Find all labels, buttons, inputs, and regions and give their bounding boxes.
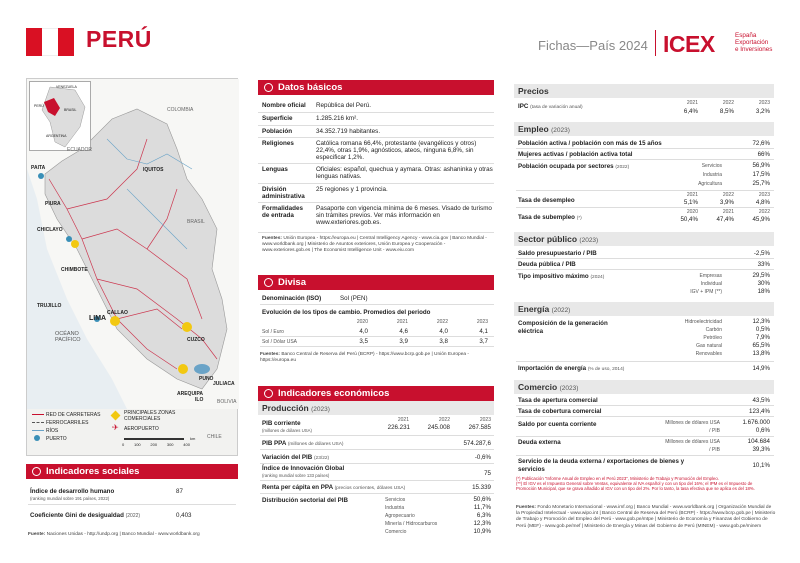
comp-value: 13,8% bbox=[752, 350, 770, 357]
basicos-key: Religiones bbox=[262, 140, 294, 147]
basicos-key: Nombre oficial bbox=[262, 102, 306, 109]
person-icon bbox=[32, 467, 41, 476]
basicos-key: Superficie bbox=[262, 115, 293, 122]
dist-value: 11,7% bbox=[473, 504, 491, 511]
apertura-label: Tasa de apertura comercial bbox=[518, 397, 598, 404]
basicos-value: 34.352.719 habitantes. bbox=[316, 128, 381, 135]
basicos-value: Pasaporte con vigencia mínima de 6 meses. Visado de turismo sin trámites previos. Ver más información en www.exteriores.gob.es. bbox=[316, 205, 492, 226]
city-iquitos: IQUITOS bbox=[143, 167, 164, 173]
dist-value: 50,6% bbox=[473, 496, 491, 503]
footnotes bbox=[516, 476, 774, 491]
dist-key: Industria bbox=[385, 505, 405, 511]
renta-value: 15.339 bbox=[472, 484, 491, 491]
subemp-year: 2020 bbox=[686, 209, 698, 215]
series-title: Fichas—País 2024 bbox=[538, 38, 648, 53]
comp-value: 0,5% bbox=[755, 326, 770, 333]
imp-value: 18% bbox=[757, 288, 770, 295]
precios-year: 2023 bbox=[758, 100, 770, 106]
precios-subhead: Precios bbox=[514, 84, 774, 98]
var-value: -0,6% bbox=[474, 454, 491, 461]
saldo-presup-value: -2,5% bbox=[753, 250, 770, 257]
map-label-bolivia: BOLIVIA bbox=[217, 399, 237, 405]
dist-value: 12,3% bbox=[473, 520, 491, 527]
pib-value: 245.008 bbox=[427, 424, 450, 431]
desempleo-value: 4,8% bbox=[755, 199, 770, 206]
deuda-externa-label: Deuda externa bbox=[518, 439, 561, 446]
deuda-publica-value: 33% bbox=[757, 261, 770, 268]
divider bbox=[260, 463, 494, 464]
basicos-key: División administrativa bbox=[262, 186, 305, 200]
pib-value: 267.585 bbox=[468, 424, 491, 431]
search-icon bbox=[264, 83, 273, 92]
idh-label: Índice de desarrollo humano bbox=[30, 488, 115, 495]
scale-bar bbox=[124, 438, 184, 440]
servicio-deuda-label: Servicio de la deuda externa / exportaciones de bienes y servicios bbox=[518, 458, 685, 473]
legend-zones: PRINCIPALES ZONAS COMERCIALES bbox=[124, 410, 176, 422]
ipc-label: IPC (tasa de variación anual) bbox=[518, 103, 583, 110]
cobertura-value: 123,4% bbox=[749, 408, 770, 415]
legend-port: PUERTO bbox=[46, 436, 67, 442]
legend-roads: RED DE CARRETERAS bbox=[46, 412, 101, 418]
generacion-label: Composición de la generación eléctrica bbox=[518, 320, 608, 335]
imp-key: IGV + IPM (**) bbox=[690, 289, 722, 295]
servicio-deuda-value: 10,1% bbox=[752, 462, 770, 469]
divisa-value: 4,6 bbox=[399, 328, 408, 335]
inset-map bbox=[29, 81, 91, 151]
subempleo-value: 50,4% bbox=[680, 216, 698, 223]
deuda-publica-label: Deuda pública / PIB bbox=[518, 261, 576, 268]
divisa-year: 2021 bbox=[396, 319, 408, 325]
pib-value: 226.231 bbox=[387, 424, 410, 431]
units-label: / PIB bbox=[709, 447, 720, 453]
desempleo-value: 5,1% bbox=[683, 199, 698, 206]
inset-label-venezuela: VENEZUELA bbox=[56, 85, 77, 89]
city-cuzco: CUZCO bbox=[187, 337, 205, 343]
divider bbox=[260, 480, 494, 481]
divider bbox=[260, 449, 494, 450]
basicos-source: Fuentes: Unión Europea - https://europa.eu | Central Intelligency Agency - www.cia.gov | Banco Mundial - www.worldbank.org | Ministerio de Asuntos exteriores, Unión Europea y Cooperación - www.exteriores.gob.es | The Economist Intelligence Unit - www.eiu.com bbox=[262, 236, 487, 253]
activa-label: Población activa / población con más de 15 años bbox=[518, 140, 662, 147]
subemp-year: 2022 bbox=[758, 209, 770, 215]
dist-value: 6,3% bbox=[476, 512, 491, 519]
page-title: PERÚ bbox=[86, 26, 152, 52]
ocup-key: Industria bbox=[702, 172, 722, 178]
cobertura-label: Tasa de cobertura comercial bbox=[518, 408, 602, 415]
desempleo-value: 3,9% bbox=[719, 199, 734, 206]
gini-value: 0,403 bbox=[176, 512, 192, 519]
denom-label: Denominación (ISO) bbox=[262, 295, 322, 302]
pib-label: PIB corriente bbox=[262, 420, 301, 427]
divider bbox=[516, 405, 774, 406]
divisa-year: 2022 bbox=[436, 319, 448, 325]
social-source: Fuente: Naciones Unidas - http://undp.org | Banco Mundial - www.worldbank.org bbox=[28, 532, 200, 537]
imp-value: 29,5% bbox=[752, 272, 770, 279]
ipc-value: 3,2% bbox=[755, 108, 770, 115]
city-chiclayo: CHICLAYO bbox=[37, 227, 63, 233]
cuenta-corriente-value: 1.676.000 bbox=[742, 419, 770, 426]
comp-key: Petróleo bbox=[703, 335, 722, 341]
denom-value: Sol (PEN) bbox=[340, 295, 368, 302]
basicos-header: Datos básicos bbox=[258, 80, 494, 95]
ocup-value: 25,7% bbox=[752, 180, 770, 187]
divisa-header: Divisa bbox=[258, 275, 494, 290]
basicos-value: 25 regiones y 1 provincia. bbox=[316, 186, 388, 193]
divider bbox=[260, 435, 494, 436]
divisa-value: 3,5 bbox=[359, 338, 368, 345]
produccion-subhead: Producción (2023) bbox=[258, 401, 494, 415]
inset-label-brasil: BRASIL bbox=[64, 108, 77, 112]
imp-key: Empresas bbox=[699, 273, 722, 279]
city-paita: PAITA bbox=[31, 165, 46, 171]
comp-key: Gas natural bbox=[696, 343, 722, 349]
apertura-value: 43,5% bbox=[752, 397, 770, 404]
airplane-icon: ✈ bbox=[112, 423, 119, 432]
impositivo-label: Tipo impositivo máximo (2024) bbox=[518, 273, 605, 280]
renta-label: Renta per cápita en PPA (precios corrientes, dólares USA) bbox=[262, 484, 406, 491]
comp-value: 7,9% bbox=[755, 334, 770, 341]
ocup-value: 17,5% bbox=[752, 171, 770, 178]
divisa-key: Sol / Dólar USA bbox=[262, 339, 298, 345]
precios-year: 2022 bbox=[722, 100, 734, 106]
dist-key: Minería / Hidrocarburos bbox=[385, 521, 438, 527]
icex-logo: ICEX bbox=[663, 31, 715, 57]
energia-subhead: Energía (2022) bbox=[514, 302, 774, 316]
scale-ticks: 0 100 200 300 400 bbox=[122, 442, 190, 447]
city-ilo: ILO bbox=[195, 397, 204, 403]
divider bbox=[516, 416, 774, 417]
port-icon bbox=[34, 435, 40, 441]
ipc-value: 8,5% bbox=[719, 108, 734, 115]
city-callao: CALLAO bbox=[107, 310, 128, 316]
divider bbox=[516, 159, 774, 160]
import-energia-value: 14,9% bbox=[752, 365, 770, 372]
desemp-year: 2022 bbox=[722, 192, 734, 198]
divisa-value: 3,8 bbox=[439, 338, 448, 345]
evol-label: Evolución de los tipos de cambio. Promedios del periodo bbox=[262, 309, 431, 316]
legend-rail: FERROCARRILES bbox=[46, 420, 89, 426]
pib-note: (millones de dólares USA) bbox=[262, 428, 312, 433]
idh-note: (ranking mundial sobre 191 países, 2022) bbox=[30, 496, 110, 501]
eco-header: Indicadores económicos bbox=[258, 386, 494, 401]
divisa-value: 3,7 bbox=[479, 338, 488, 345]
mujeres-label: Mujeres activas / población activa total bbox=[518, 151, 633, 158]
city-chimbote: CHIMBOTE bbox=[61, 267, 88, 273]
divisa-source: Fuentes: Banco Central de Reserva del Perú (BCRP) - https://www.bcrp.gob.pe | Unión Europea - https://europa.eu bbox=[260, 352, 469, 363]
desemp-year: 2021 bbox=[686, 192, 698, 198]
subemp-year: 2021 bbox=[722, 209, 734, 215]
ocup-value: 56,9% bbox=[752, 162, 770, 169]
divider bbox=[516, 207, 774, 208]
scale-unit: km bbox=[190, 436, 196, 441]
basicos-value: República del Perú. bbox=[316, 102, 371, 109]
peru-flag bbox=[26, 28, 74, 56]
ppa-value: 574.287,6 bbox=[463, 440, 491, 447]
desemp-year: 2023 bbox=[758, 192, 770, 198]
basicos-key: Formalidades de entrada bbox=[262, 205, 303, 219]
divider bbox=[516, 190, 774, 191]
eco-year: 2021 bbox=[397, 417, 409, 423]
divisa-row bbox=[260, 327, 494, 337]
comp-value: 12,3% bbox=[752, 318, 770, 325]
empleo-subhead: Empleo (2023) bbox=[514, 122, 774, 136]
map-label-pacific: OCÉANO PACÍFICO bbox=[55, 331, 81, 343]
deuda-externa-pib: 39,3% bbox=[752, 446, 770, 453]
divisa-value: 4,0 bbox=[439, 328, 448, 335]
city-piura: PIURA bbox=[45, 201, 61, 207]
comp-key: Renovables bbox=[695, 351, 722, 357]
chart-icon bbox=[264, 389, 273, 398]
subempleo-label: Tasa de subempleo (*) bbox=[518, 214, 582, 221]
subempleo-value: 47,4% bbox=[716, 216, 734, 223]
divider bbox=[516, 455, 774, 456]
ocup-key: Servicios bbox=[701, 163, 722, 169]
comp-key: Hidroelectricidad bbox=[684, 319, 722, 325]
gini-label: Coeficiente Gini de desigualdad (2022) bbox=[30, 512, 141, 519]
divider bbox=[28, 504, 236, 505]
map-label-colombia: COLOMBIA bbox=[167, 107, 194, 113]
basicos-value: Oficiales: español, quechua y aymara. Otras: ashaninka y otras lenguas nativas. bbox=[316, 166, 493, 180]
dist-key: Servicios bbox=[385, 497, 406, 503]
comp-key: Carbón bbox=[705, 327, 722, 333]
divisa-value: 4,0 bbox=[359, 328, 368, 335]
publico-subhead: Sector público (2023) bbox=[514, 232, 774, 246]
divider bbox=[516, 258, 774, 259]
import-energia-label: Importación de energía (% de uso, 2014) bbox=[518, 365, 625, 372]
comercio-subhead: Comercio (2023) bbox=[514, 380, 774, 394]
deuda-externa-value: 104.684 bbox=[747, 438, 770, 445]
divisa-value: 3,9 bbox=[399, 338, 408, 345]
precios-year: 2021 bbox=[686, 100, 698, 106]
header-divider bbox=[655, 30, 656, 56]
basicos-key: Lenguas bbox=[262, 166, 288, 173]
activa-value: 72,6% bbox=[752, 140, 770, 147]
eco-year: 2023 bbox=[479, 417, 491, 423]
divider bbox=[516, 361, 774, 362]
units-label: Millones de dólares USA bbox=[665, 439, 720, 445]
divisa-year: 2020 bbox=[356, 319, 368, 325]
inset-label-peru: PERÚ bbox=[34, 104, 44, 108]
map-legend bbox=[26, 408, 238, 456]
imp-key: Individual bbox=[700, 281, 722, 287]
icex-logo-subtitle: España Exportación e Inversiones bbox=[735, 32, 773, 53]
idh-value: 87 bbox=[176, 488, 183, 495]
peru-map bbox=[26, 78, 238, 456]
basicos-key: Población bbox=[262, 128, 293, 135]
map-label-ecuador: ECUADOR bbox=[67, 147, 93, 153]
dist-key: Comercio bbox=[385, 529, 407, 535]
divider bbox=[516, 436, 774, 437]
subempleo-value: 45,9% bbox=[752, 216, 770, 223]
ocup-key: Agricultura bbox=[698, 181, 722, 187]
divider bbox=[516, 148, 774, 149]
divisa-key: Sol / Euro bbox=[262, 329, 284, 335]
divisa-year: 2023 bbox=[476, 319, 488, 325]
basicos-value: Católica romana 66,4%, protestante (evangélicos y otros) 22,4%, otras 1,9%, agnósticos, ateos, ninguna 6,8%, sin especificar 1,2%. bbox=[316, 140, 477, 161]
desempleo-label: Tasa de desempleo bbox=[518, 197, 575, 204]
innov-label: Índice de Innovación Global bbox=[262, 465, 345, 472]
saldo-presup-label: Saldo presupuestario / PIB bbox=[518, 250, 597, 257]
city-puno: PUNO bbox=[199, 376, 214, 382]
units-label: / PIB bbox=[709, 428, 720, 434]
dist-value: 10,9% bbox=[473, 528, 491, 535]
inset-svg bbox=[30, 82, 90, 150]
map-label-chile: CHILE bbox=[207, 434, 222, 440]
city-trujillo: TRUJILLO bbox=[37, 303, 62, 309]
ocupada-label: Población ocupada por sectores (2022) bbox=[518, 163, 630, 170]
var-label: Variación del PIB (23/22) bbox=[262, 454, 330, 461]
divider bbox=[260, 304, 494, 305]
divider bbox=[516, 269, 774, 270]
map-label-brasil: BRASIL bbox=[187, 219, 205, 225]
footnote-1: (*) Publicación "Informe Anual de Empleo en el Perú 2023", Ministerio de Trabajo y Promoción del Empleo. bbox=[516, 476, 719, 481]
divisa-value: 4,1 bbox=[479, 328, 488, 335]
footnote-2: (**) El IGV es el Impuesto General sobre Ventas, equivalente al IVA español y con un tipo del 16%; el IPM es el Impuesto de Promoción Municipal, que se grava añadido al IGV con un tipo del 2%. Por lo tanto, la tasa efectiva que se aplica es del 18%. bbox=[516, 481, 755, 491]
legend-rivers: RÍOS bbox=[46, 428, 59, 434]
units-label: Millones de dólares USA bbox=[665, 420, 720, 426]
social-header: Indicadores sociales bbox=[26, 464, 238, 479]
trade-zone-icon bbox=[111, 411, 121, 421]
mujeres-value: 66% bbox=[757, 151, 770, 158]
innov-value: 75 bbox=[484, 470, 491, 477]
imp-value: 30% bbox=[757, 280, 770, 287]
cuenta-corriente-label: Saldo por cuenta corriente bbox=[518, 421, 597, 428]
currency-icon bbox=[264, 278, 273, 287]
basicos-value: 1.285.216 km². bbox=[316, 115, 359, 122]
divider bbox=[260, 493, 494, 494]
inset-label-argentina: ARGENTINA bbox=[46, 134, 67, 138]
city-arequipa: AREQUIPA bbox=[177, 391, 204, 397]
dist-label: Distribución sectorial del PIB bbox=[262, 497, 348, 504]
city-lima: LIMA bbox=[89, 315, 107, 322]
eco-year: 2022 bbox=[438, 417, 450, 423]
ppa-label: PIB PPA (millones de dólares USA) bbox=[262, 440, 344, 447]
cuenta-corriente-pib: 0,6% bbox=[755, 427, 770, 434]
dist-key: Agropecuario bbox=[385, 513, 415, 519]
ipc-value: 6,4% bbox=[683, 108, 698, 115]
right-source: Fuentes: Fondo Monetario Internacional - www.imf.org | Banco Mundial - www.worldbank.org | Organización Mundial de la Propiedad Intelectual - www.wipo.int | Banco Central de Reserva del Perú (BCRP) - https://www.bcrp.gob.pe | Ministerio de Trabajo y Promoción del Empleo del Perú - www.gob.pe/mtpe | Ministerio de Economía y Finanzas del Gobierno de Perú (MEF) - www.gob.pe/mef | Ministerio de Energía y Minas del Gobierno de Perú (MINEM) - www.gob.pe/minem bbox=[516, 505, 776, 529]
innov-note: (ranking mundial sobre 133 países) bbox=[262, 473, 330, 478]
city-juliaca: JULIACA bbox=[213, 381, 235, 387]
legend-airport: AEROPUERTO bbox=[124, 426, 159, 432]
comp-value: 65,5% bbox=[752, 342, 770, 349]
